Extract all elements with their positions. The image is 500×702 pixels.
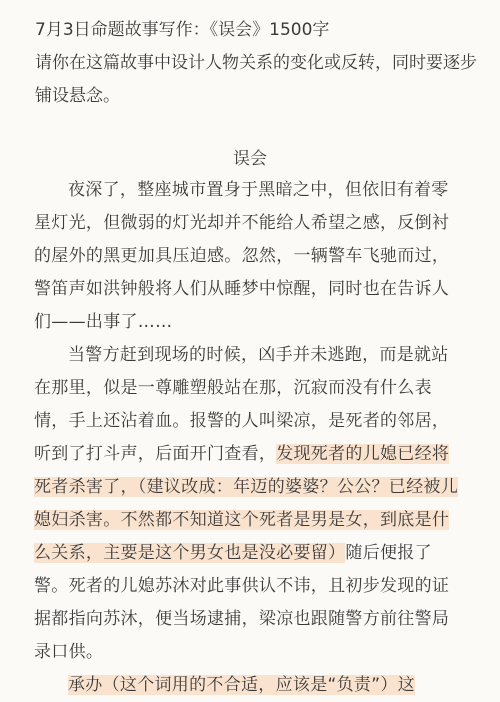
story-paragraph-1: 夜深了，整座城市置身于黑暗之中，但依旧有着零星灯光，但微弱的灯光却并不能给人希望之感，反倒衬的屋外的黑更加具压迫感。忽然，一辆警车飞驰而过，警笛声如洪钟般将人们从睡梦中惊醒，同时也在告诉人们——出事了…… xyxy=(34,180,450,332)
prompt-instruction: 请你在这篇故事中设计人物关系的变化或反转，同时要逐步铺设悬念。 xyxy=(35,53,477,106)
paragraph-text: 当警方赶到现场的时候，凶手并未逃跑，而是就站在那里，似是一尊雕塑般站在那，沉寂而没有什么表情，手上还沾着血。报警的人叫梁凉，是死者的邻居，听到了打斗声，后面开门查看， xyxy=(34,345,450,464)
paragraph-text: 随后便报了警。死者的儿媳苏沐对此事供认不讳，且初步发现的证据都指向苏沐，便当场逮捕，梁凉也跟随警方前往警局录口供。 xyxy=(34,543,450,662)
story-body xyxy=(34,174,464,702)
prompt-heading: 7月3日命题故事写作：《误会》1500字 xyxy=(35,20,330,40)
highlighted-comment: 承办（这个词用的不合适，应该是“负责”）这 xyxy=(68,675,415,695)
story-paragraph-2 xyxy=(34,339,464,669)
story-paragraph-3 xyxy=(34,669,464,702)
story-title: 误会 xyxy=(233,149,267,169)
writing-prompt xyxy=(35,14,483,113)
highlighted-comment: 发现死者的儿媳已经将死者杀害了，（建议改成：年迈的婆婆？公公？已经被儿媳妇杀害。不然都不知道这个死者是男是女，到底是什么关系，主要是这个男女也是没必要留） xyxy=(34,444,458,563)
